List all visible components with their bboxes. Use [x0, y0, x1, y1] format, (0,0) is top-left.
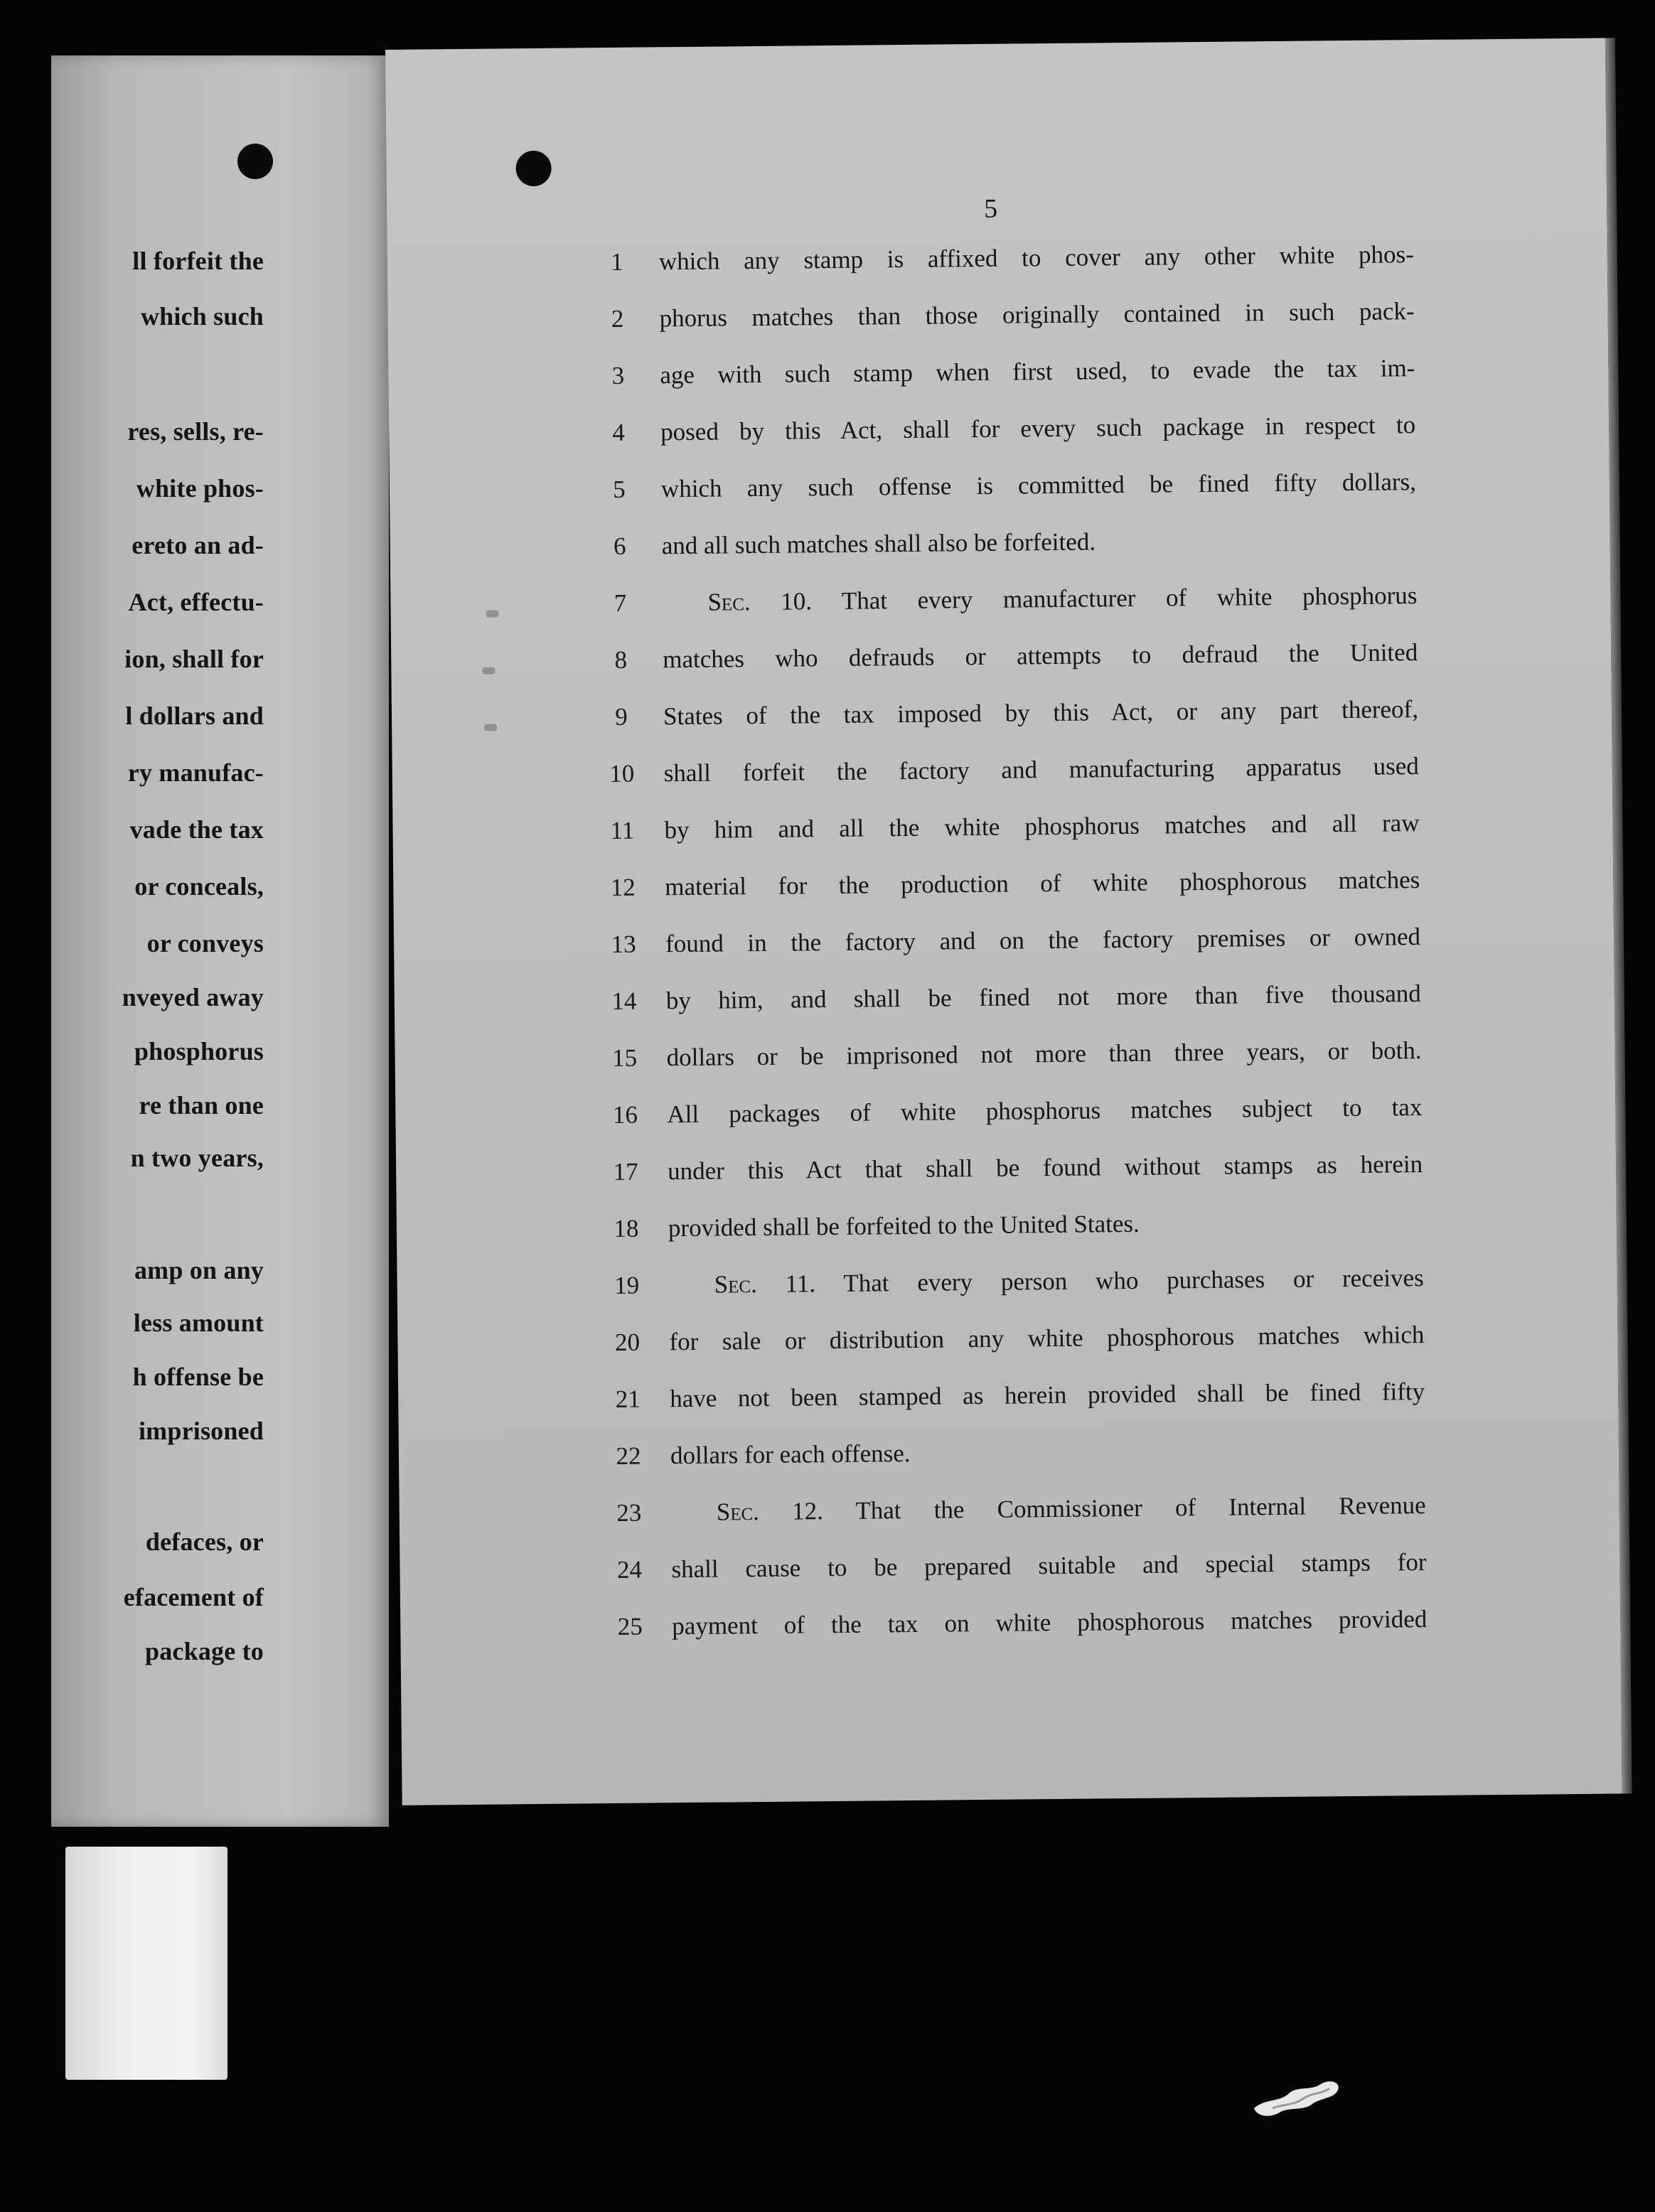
line-number: 20 — [614, 1328, 641, 1356]
line-text: material for the production of white phosphorous matches — [665, 866, 1420, 901]
line-number: 18 — [614, 1214, 639, 1242]
line-number: 15 — [611, 1043, 638, 1073]
left-page-line: Act, effectu- — [128, 588, 264, 616]
line-text: provided shall be forfeited to the United States. — [668, 1209, 1140, 1242]
line-number: 16 — [612, 1100, 638, 1129]
numbered-line — [387, 296, 1607, 350]
numbered-line — [393, 864, 1613, 918]
line-number: 8 — [614, 645, 628, 674]
line-number: 5 — [613, 475, 626, 503]
line-number: 25 — [617, 1612, 643, 1641]
left-page-line: ereto an ad- — [132, 531, 264, 559]
line-text: age with such stamp when first used, to evade the tax im- — [660, 354, 1415, 390]
line-text: payment of the tax on white phosphorous matches provided — [672, 1605, 1428, 1641]
line-number: 12 — [610, 873, 636, 902]
line-number: 1 — [610, 247, 623, 276]
line-text: All packages of white phosphorus matches subject to tax — [667, 1093, 1423, 1129]
left-page-line: less amount — [133, 1309, 264, 1337]
numbered-line — [392, 750, 1612, 804]
numbered-line — [397, 1319, 1617, 1373]
line-text: and all such matches shall also be forfeited. — [661, 527, 1096, 560]
numbered-line — [397, 1205, 1617, 1259]
binding-hole-right — [515, 151, 551, 186]
numbered-line — [395, 1034, 1614, 1088]
numbered-line — [394, 920, 1614, 975]
left-page-line: efacement of — [123, 1583, 264, 1611]
line-number: 3 — [611, 361, 625, 390]
numbered-line — [392, 807, 1612, 861]
line-number: 24 — [616, 1555, 643, 1584]
numbered-line — [399, 1432, 1619, 1486]
line-number: 21 — [615, 1385, 641, 1413]
document-page — [385, 38, 1622, 1805]
numbered-line — [398, 1375, 1618, 1429]
left-page-line: amp on any — [134, 1256, 264, 1284]
left-page-line: nveyed away — [122, 983, 264, 1011]
line-text: found in the factory and on the factory premises or owned — [665, 923, 1421, 958]
line-text: States of the tax imposed by this Act, or any part thereof, — [663, 695, 1419, 731]
left-page-line: ll forfeit the — [132, 247, 264, 275]
line-text: which any stamp is affixed to cover any other white phos- — [658, 240, 1415, 276]
binding-hole-left — [237, 144, 273, 179]
numbered-line — [395, 1091, 1615, 1145]
line-number: 17 — [613, 1157, 638, 1186]
left-page-line: package to — [145, 1637, 264, 1665]
line-number: 19 — [614, 1271, 640, 1299]
numbered-line — [391, 636, 1611, 690]
numbered-line — [400, 1489, 1619, 1543]
line-text: shall cause to be prepared suitable and special stamps for — [671, 1548, 1427, 1584]
line-text: have not been stamped as herein provided shall be fined fifty — [670, 1378, 1425, 1413]
line-text — [714, 1264, 1424, 1299]
numbered-line — [390, 522, 1610, 576]
left-page-line: vade the tax — [129, 815, 264, 844]
line-number: 14 — [611, 987, 637, 1016]
left-facing-page — [51, 55, 389, 1827]
section-heading: Sec. 12. — [716, 1497, 824, 1526]
numbered-line — [397, 1262, 1617, 1316]
line-text: under this Act that shall be found without stamps as herein — [667, 1150, 1423, 1186]
left-page-line: h offense be — [132, 1363, 264, 1391]
line-number: 23 — [616, 1498, 642, 1527]
line-number: 2 — [611, 304, 624, 333]
line-text: shall forfeit the factory and manufacturing apparatus used — [663, 752, 1419, 788]
left-page-line: res, sells, re- — [127, 417, 264, 446]
line-number: 6 — [613, 532, 626, 560]
numbered-line — [396, 1148, 1616, 1202]
line-number: 9 — [615, 702, 628, 731]
line-text: matches who defrauds or attempts to defraud the United — [663, 638, 1418, 674]
numbered-line — [387, 239, 1607, 293]
left-page-line: which such — [140, 302, 264, 331]
numbered-line — [390, 579, 1610, 633]
numbered-line — [388, 353, 1608, 407]
numbered-line — [395, 977, 1614, 1031]
line-text: dollars or be imprisoned not more than three years, or both. — [666, 1036, 1422, 1072]
section-text: That every manufacturer of white phosphorus — [841, 581, 1418, 615]
left-page-line: imprisoned — [138, 1417, 264, 1445]
line-text: dollars for each offense. — [670, 1439, 911, 1470]
numbered-line — [389, 409, 1609, 463]
left-page-line: or conveys — [146, 929, 264, 957]
line-number: 11 — [610, 816, 635, 845]
numbered-line — [400, 1546, 1619, 1600]
line-text — [717, 1491, 1426, 1527]
page-number: 5 — [983, 193, 998, 224]
line-number: 13 — [611, 930, 636, 959]
paper-tab — [65, 1847, 227, 2080]
left-page-line: phosphorus — [134, 1037, 264, 1065]
line-number: 4 — [612, 418, 626, 446]
left-page-line: n two years, — [130, 1144, 264, 1172]
left-page-line: white phos- — [136, 474, 264, 503]
line-text: for sale or distribution any white phosphorous matches which — [669, 1321, 1425, 1356]
section-heading: Sec. 10. — [707, 587, 813, 616]
line-number: 10 — [609, 759, 635, 788]
left-page-line: ion, shall for — [124, 645, 264, 673]
line-text: which any such offense is committed be fined fifty dollars, — [660, 468, 1417, 503]
left-page-line: defaces, or — [145, 1528, 264, 1556]
numbered-line — [400, 1603, 1620, 1657]
line-number: 22 — [616, 1441, 641, 1470]
line-text — [707, 581, 1417, 617]
section-text: That every person who purchases or receives — [843, 1264, 1424, 1297]
line-text: by him, and shall be fined not more than five thousand — [665, 979, 1421, 1015]
section-heading: Sec. 11. — [714, 1269, 816, 1299]
numbered-line — [392, 693, 1612, 747]
line-number: 7 — [614, 589, 627, 617]
numbered-line — [390, 466, 1610, 520]
line-text: posed by this Act, shall for every such package in respect to — [660, 411, 1416, 446]
debris-speck — [1251, 2077, 1344, 2118]
left-page-line: l dollars and — [125, 702, 264, 730]
section-text: That the Commissioner of Internal Revenue — [855, 1491, 1426, 1525]
left-page-line: ry manufac- — [127, 758, 264, 787]
line-text: by him and all the white phosphorus matches and all raw — [664, 809, 1420, 844]
left-page-line: or conceals, — [134, 872, 264, 901]
left-page-line: re than one — [139, 1091, 264, 1120]
line-text: phorus matches than those originally contained in such pack- — [659, 297, 1415, 333]
